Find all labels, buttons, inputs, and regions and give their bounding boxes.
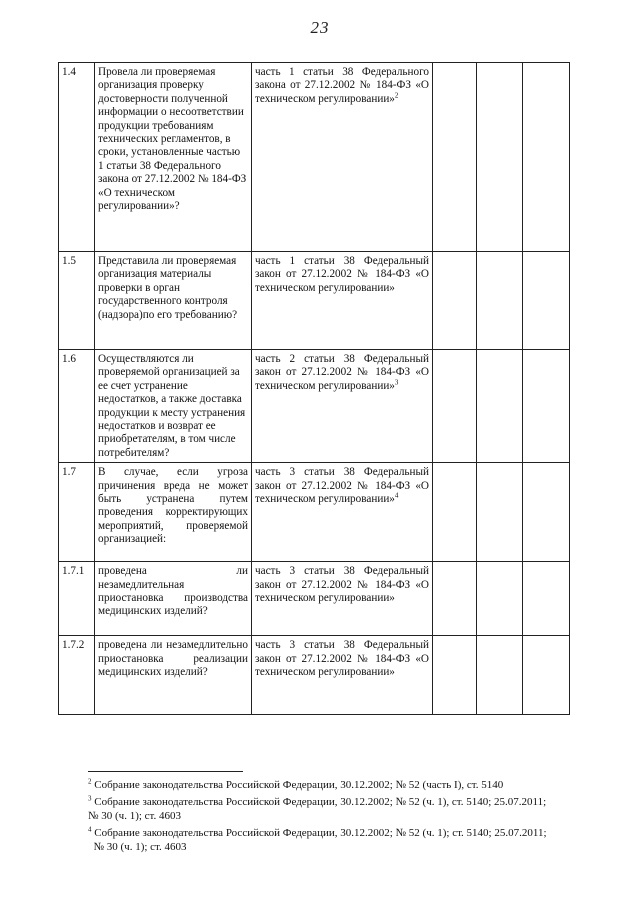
row-number: 1.6 bbox=[59, 350, 95, 463]
row-number: 1.7.1 bbox=[59, 562, 95, 636]
answer-cell-na[interactable] bbox=[523, 562, 570, 636]
answer-cell-na[interactable] bbox=[523, 252, 570, 350]
table-row bbox=[59, 463, 570, 562]
footnote-3: $^3$ Собрание законодательства Российской Федерации, 30.12.2002; № 52 (ч. 1), ст. 5140; 25.07.2011; № 30 (ч. 1); ст. 4603 bbox=[88, 794, 547, 822]
footnote-ref: 2 bbox=[394, 91, 399, 100]
page-number: 23 bbox=[310, 18, 330, 37]
question-text: Провела ли проверяемая организация проверку достоверности полученной информации о несоответствии продукции требованиям технических регламентов, в сроки, установленные частью 1 статьи 38 Федерального закона от 27.12.2002 № 184-ФЗ «О техническом регулировании»? bbox=[95, 63, 252, 252]
row-number: 1.7.2 bbox=[59, 636, 95, 715]
question-text: Представила ли проверяемая организация материалы проверки в орган государственного контроля (надзора)по его требованию? bbox=[95, 252, 252, 350]
footnote-2: $^2$ Собрание законодательства Российской Федерации, 30.12.2002; № 52 (часть I), ст. 5140 bbox=[88, 777, 504, 791]
footnote-ref: 3 bbox=[394, 378, 399, 387]
question-text: проведена ли незамедлительно приостановка реализации медицинских изделий? bbox=[95, 636, 252, 715]
answer-cell-yes[interactable] bbox=[433, 463, 477, 562]
table-row bbox=[59, 636, 570, 715]
footnote-ref: 4 bbox=[394, 491, 399, 500]
table-row bbox=[59, 562, 570, 636]
answer-cell-yes[interactable] bbox=[433, 636, 477, 715]
row-number: 1.5 bbox=[59, 252, 95, 350]
answer-cell-yes[interactable] bbox=[433, 63, 477, 252]
checklist-table bbox=[58, 62, 570, 715]
question-text: В случае, если угроза причинения вреда не может быть устранена путем проведения корректирующих мероприятий, проверяемой организацией: bbox=[95, 463, 252, 562]
question-text: Осуществляются ли проверяемой организацией за ее счет устранение недостатков, а также доставка продукции к месту устранения недостатков и возврат ее приобретателям, в том числе потребителям? bbox=[95, 350, 252, 463]
legal-reference: часть 3 статьи 38 Федеральный закон от 27.12.2002 № 184-ФЗ «О техническом регулировании»$^4$ bbox=[252, 463, 433, 562]
answer-cell-yes[interactable] bbox=[433, 350, 477, 463]
answer-cell-na[interactable] bbox=[523, 350, 570, 463]
answer-cell-yes[interactable] bbox=[433, 562, 477, 636]
legal-reference: часть 1 статьи 38 Федеральный закон от 27.12.2002 № 184-ФЗ «О техническом регулировании» bbox=[252, 252, 433, 350]
legal-reference: часть 1 статьи 38 Федерального закона от 27.12.2002 № 184-ФЗ «О техническом регулировании»$^2$ bbox=[252, 63, 433, 252]
answer-cell-yes[interactable] bbox=[433, 252, 477, 350]
answer-cell-na[interactable] bbox=[523, 636, 570, 715]
row-number: 1.7 bbox=[59, 463, 95, 562]
answer-cell-na[interactable] bbox=[523, 463, 570, 562]
footnote-separator bbox=[88, 771, 243, 772]
row-number: 1.4 bbox=[59, 63, 95, 252]
legal-reference: часть 3 статьи 38 Федеральный закон от 27.12.2002 № 184-ФЗ «О техническом регулировании» bbox=[252, 636, 433, 715]
table-row bbox=[59, 63, 570, 252]
answer-cell-no[interactable] bbox=[477, 350, 523, 463]
answer-cell-no[interactable] bbox=[477, 252, 523, 350]
answer-cell-na[interactable] bbox=[523, 63, 570, 252]
table-row bbox=[59, 350, 570, 463]
footnotes bbox=[88, 778, 588, 857]
footnote-4: $^4$ Собрание законодательства Российской Федерации, 30.12.2002; № 52 (ч. 1); ст. 5140; 25.07.2011; № 30 (ч. 1); ст. 4603 bbox=[88, 825, 547, 853]
answer-cell-no[interactable] bbox=[477, 562, 523, 636]
question-text: проведена ли незамедлительная приостановка производства медицинских изделий? bbox=[95, 562, 252, 636]
legal-reference: часть 2 статьи 38 Федеральный закон от 27.12.2002 № 184-ФЗ «О техническом регулировании»$^3$ bbox=[252, 350, 433, 463]
answer-cell-no[interactable] bbox=[477, 636, 523, 715]
table-row bbox=[59, 252, 570, 350]
legal-reference: часть 3 статьи 38 Федеральный закон от 27.12.2002 № 184-ФЗ «О техническом регулировании» bbox=[252, 562, 433, 636]
answer-cell-no[interactable] bbox=[477, 63, 523, 252]
answer-cell-no[interactable] bbox=[477, 463, 523, 562]
